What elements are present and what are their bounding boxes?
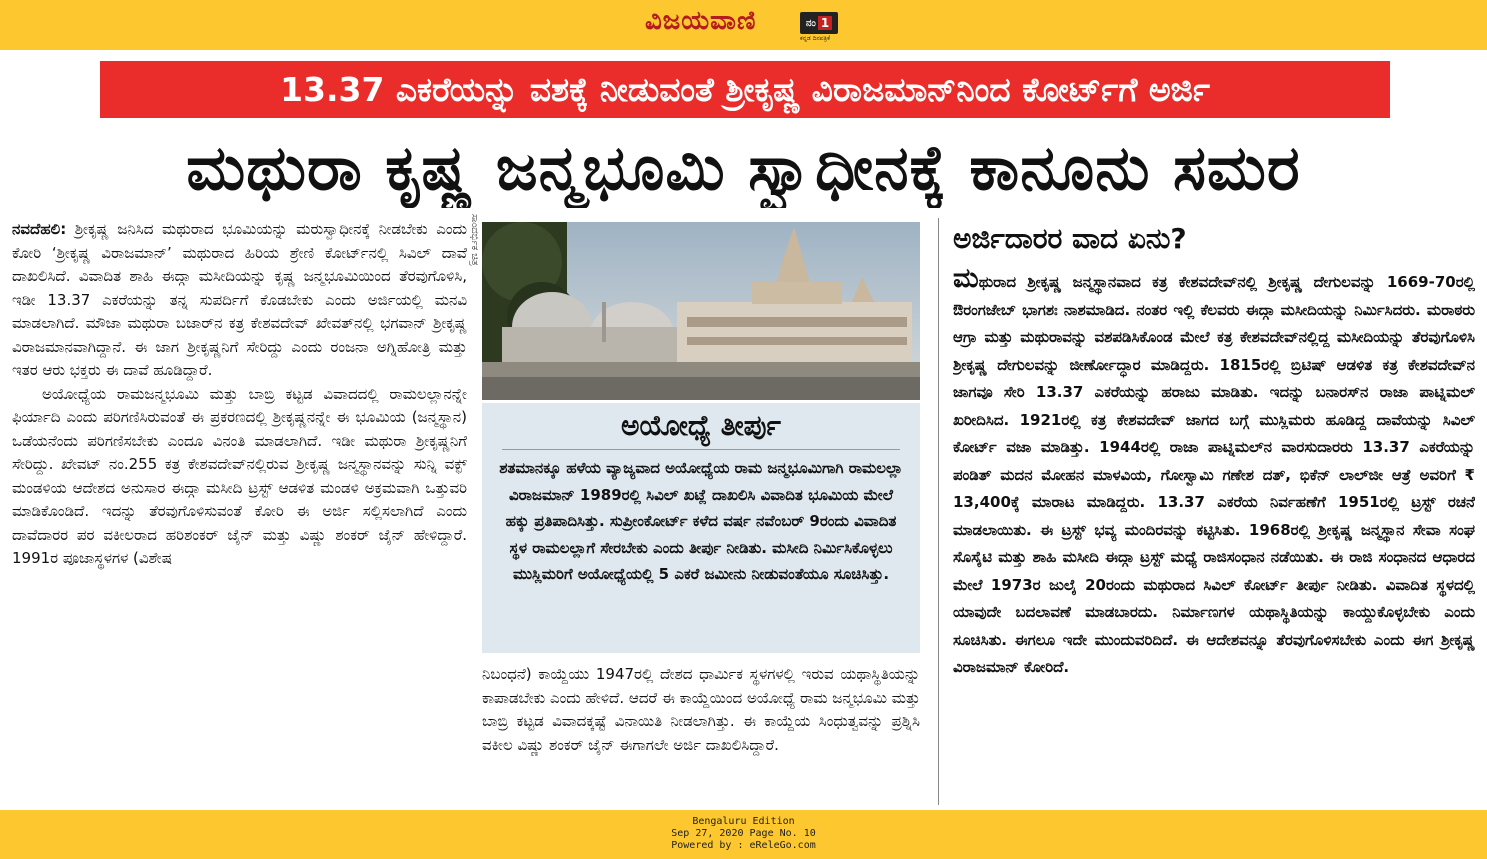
drop-cap: ಮ [953, 265, 979, 294]
footer-date: Sep 27, 2020 Page No. 10 [671, 828, 816, 839]
column-divider [938, 218, 939, 805]
temple-photo-illustration [482, 222, 920, 400]
badge-number: 1 [818, 16, 832, 30]
dateline: ನವದೆಹಲಿ: [12, 220, 67, 238]
sidebar-paragraph [953, 265, 1475, 682]
main-headline: ಮಥುರಾ ಕೃಷ್ಣ ಜನ್ಮಭೂಮಿ ಸ್ವಾಧೀನಕ್ಕೆ ಕಾನೂನು ಸಮರ [186, 131, 1301, 204]
sidebar-title: ಅರ್ಜಿದಾರರ ವಾದ ಏನು? [953, 222, 1187, 255]
ayodhya-verdict-box [482, 403, 920, 653]
badge-prefix: ನಂ [805, 17, 816, 29]
masthead-bar [0, 0, 1487, 50]
box-divider [502, 449, 900, 450]
sidebar-text: ಥುರಾದ ಶ್ರೀಕೃಷ್ಣ ಜನ್ಮಸ್ಥಾನವಾದ ಕತ್ರ ಕೇಶವದೇವ್‌ನಲ್ಲಿ ಶ್ರೀಕೃಷ್ಣ ದೇಗುಲವನ್ನು 1669-70ರಲ್ಲಿ ಔರಂಗಜೇಬ್ ಭಾಗಶಃ ನಾಶಮಾಡಿದ. ನಂತರ ಇಲ್ಲಿ ಕೆಲವರು ಈದ್ಗಾ ಮಸೀದಿಯನ್ನು ನಿರ್ಮಿಸಿದರು. ಮರಾಠರು ಆಗ್ರಾ ಮತ್ತು ಮಥುರಾವನ್ನು ವಶಪಡಿಸಿಕೊಂಡ ಮೇಲೆ ಕತ್ರ ಕೇಶವದೇವ್‌ನಲ್ಲಿದ್ದ ಮಸೀದಿಯನ್ನು ತೆರವುಗೊಳಿಸಿ ಶ್ರೀಕೃಷ್ಣ ದೇಗುಲವನ್ನು ಜೀರ್ಣೋದ್ಧಾರ ಮಾಡಿದ್ದರು. 1815ರಲ್ಲಿ ಬ್ರಿಟಿಷ್ ಆಡಳಿತ ಕತ್ರ ಕೇಶವದೇವ್‌ನ ಜಾಗವೂ ಸೇರಿ 13.37 ಎಕರೆಯನ್ನು ಹರಾಜು ಮಾಡಿತು. ಇದನ್ನು ಬನಾರಸ್‌ನ ರಾಜಾ ಪಾಟ್ನಿಮಲ್ ಖರೀದಿಸಿದ. 1921ರಲ್ಲಿ ಕತ್ರ ಕೇಶವದೇವ್ ಜಾಗದ ಬಗ್ಗೆ ಮುಸ್ಲಿಮರು ಹೂಡಿದ್ದ ದಾವೆಯನ್ನು ಸಿವಿಲ್ ಕೋರ್ಟ್ ವಜಾ ಮಾಡಿತ್ತು. 1944ರಲ್ಲಿ ರಾಜಾ ಪಾಟ್ನಿಮಲ್‌ನ ವಾರಸುದಾರರು 13.37 ಎಕರೆಯನ್ನು ಪಂಡಿತ್ ಮದನ ಮೋಹನ ಮಾಳವಿಯ, ಗೋಸ್ವಾಮಿ ಗಣೇಶ ದತ್, ಭಿಕೆನ್ ಲಾಲ್‌ಜೀ ಆತ್ರೆ ಅವರಿಗೆ ₹ 13,400ಕ್ಕೆ ಮಾರಾಟ ಮಾಡಿದ್ದರು. 13.37 ಎಕರೆಯ ನಿರ್ವಹಣೆಗೆ 1951ರಲ್ಲಿ ಟ್ರಸ್ಟ್ ರಚನೆ ಮಾಡಲಾಯಿತು. ಈ ಟ್ರಸ್ಟ್ ಭವ್ಯ ಮಂದಿರವನ್ನು ಕಟ್ಟಿಸಿತು. 1968ರಲ್ಲಿ ಶ್ರೀಕೃಷ್ಣ ಜನ್ಮಸ್ಥಾನ ಸೇವಾ ಸಂಘ ಸೊಸೈಟಿ ಮತ್ತು ಶಾಹಿ ಮಸೀದಿ ಈದ್ಗಾ ಟ್ರಸ್ಟ್ ಮಧ್ಯೆ ರಾಜಿಸಂಧಾನ ನಡೆಯಿತು. ಈ ರಾಜಿ ಸಂಧಾನದ ಆಧಾರದ ಮೇಲೆ 1973ರ ಜುಲೈ 20ರಂದು ಮಥುರಾದ ಸಿವಿಲ್ ಕೋರ್ಟ್ ತೀರ್ಪು ನೀಡಿತು. ವಿವಾದಿತ ಸ್ಥಳದಲ್ಲಿ ಯಾವುದೇ ಬದಲಾವಣೆ ಮಾಡಬಾರದು. ನಿರ್ಮಾಣಗಳ ಯಥಾಸ್ಥಿತಿಯನ್ನು ಕಾಯ್ದುಕೊಳ್ಳಬೇಕು ಎಂದು ಸೂಚಿಸಿತು. ಈಗಲೂ ಇದೇ ಮುಂದುವರಿದಿದೆ. ಈ ಆದೇಶವನ್ನೂ ತೆರವುಗೊಳಿಸಬೇಕು ಎಂದು ಈಗ ಶ್ರೀಕೃಷ್ಣ ವಿರಾಜಮಾನ್ ಕೋರಿದೆ. [953, 273, 1475, 676]
box-title: ಅಯೋಧ್ಯೆ ತೀರ್ಪು [621, 409, 781, 442]
article-column-left [12, 218, 467, 805]
newspaper-logo: ವಿಜಯವಾಣಿ [645, 6, 757, 36]
footer-powered-by: Powered by : eReleGo.com [671, 840, 816, 851]
footer-edition: Bengaluru Edition [692, 816, 795, 827]
photo-credit: ಸಾಂದರ್ಭಿಕ ಚಿತ್ರ [469, 214, 480, 266]
article-paragraph-1 [12, 218, 467, 383]
paragraph-1-text: ಶ್ರೀಕೃಷ್ಣ ಜನಿಸಿದ ಮಥುರಾದ ಭೂಮಿಯನ್ನು ಮರುಸ್ವಾಧೀನಕ್ಕೆ ನೀಡಬೇಕು ಎಂದು ಕೋರಿ ‘ಶ್ರೀಕೃಷ್ಣ ವಿರಾಜಮಾನ್’ ಮಥುರಾದ ಹಿರಿಯ ಶ್ರೇಣಿ ಕೋರ್ಟ್‌ನಲ್ಲಿ ಸಿವಿಲ್ ದಾವೆ ದಾಖಲಿಸಿದೆ. ವಿವಾದಿತ ಶಾಹಿ ಈದ್ಗಾ ಮಸೀದಿಯನ್ನು ಕೃಷ್ಣ ಜನ್ಮಭೂಮಿಯಿಂದ ತೆರವುಗೊಳಿಸಿ, ಇಡೀ 13.37 ಎಕರೆಯನ್ನು ತನ್ನ ಸುಪರ್ದಿಗೆ ಕೊಡಬೇಕು ಎಂದು ಅರ್ಜಿಯಲ್ಲಿ ಮನವಿ ಮಾಡಲಾಗಿದೆ. ಮೌಜಾ ಮಥುರಾ ಬಜಾರ್‌ನ ಕತ್ರ ಕೇಶವದೇವ್ ಖೇವತ್‌ನಲ್ಲಿ ಭಗವಾನ್ ಶ್ರೀಕೃಷ್ಣ ವಿರಾಜಮಾನವಾಗಿದ್ದಾನೆ. ಈ ಜಾಗ ಶ್ರೀಕೃಷ್ಣನಿಗೆ ಸೇರಿದ್ದು ಎಂದು ರಂಜನಾ ಅಗ್ನಿಹೋತ್ರಿ ಮತ್ತು ಇತರ ಆರು ಭಕ್ತರು ಈ ದಾವೆ ಹೂಡಿದ್ದಾರೆ. [12, 220, 467, 379]
article-paragraph-2: ಅಯೋಧ್ಯೆಯ ರಾಮಜನ್ಮಭೂಮಿ ಮತ್ತು ಬಾಬ್ರಿ ಕಟ್ಟಡ ವಿವಾದದಲ್ಲಿ ರಾಮಲಲ್ಲಾನನ್ನೇ ಫಿರ್ಯಾದಿ ಎಂದು ಪರಿಗಣಿಸಿರುವಂತೆ ಈ ಪ್ರಕರಣದಲ್ಲಿ ಶ್ರೀಕೃಷ್ಣನನ್ನೇ ಈ ಭೂಮಿಯ (ಜನ್ಮಸ್ಥಾನ) ಒಡೆಯನೆಂದು ಪರಿಗಣಿಸಬೇಕು ಎಂದೂ ವಿನಂತಿ ಮಾಡಲಾಗಿದೆ. ಇಡೀ ಮಥುರಾ ಶ್ರೀಕೃಷ್ಣನಿಗೆ ಸೇರಿದ್ದು. ಖೇವಟ್ ನಂ.255 ಕತ್ರ ಕೇಶವದೇವ್‌ನಲ್ಲಿರುವ ಶ್ರೀಕೃಷ್ಣ ಜನ್ಮಸ್ಥಾನವನ್ನು ಸುನ್ನಿ ವಕ್ಫ್ ಮಂಡಳಿಯ ಆದೇಶದ ಅನುಸಾರ ಈದ್ಗಾ ಮಸೀದಿ ಟ್ರಸ್ಟ್ ಆಡಳಿತ ಮಂಡಳಿ ಅಕ್ರಮವಾಗಿ ಒತ್ತುವರಿ ಮಾಡಿಕೊಂಡಿದೆ. ಇದನ್ನು ತೆರವುಗೊಳಿಸುವಂತೆ ಕೋರಿ ಈ ಅರ್ಜಿ ಸಲ್ಲಿಸಲಾಗಿದೆ ಎಂದು ದಾವೆದಾರರ ಪರ ವಕೀಲರಾದ ಹರಿಶಂಕರ್ ಜೈನ್ ಮತ್ತು ವಿಷ್ಣು ಶಂಕರ್ ಜೈನ್ ಹೇಳಿದ್ದಾರೆ. 1991ರ ಪೂಜಾಸ್ಥಳಗಳ (ವಿಶೇಷ [12, 384, 467, 567]
badge-subtitle: ಕನ್ನಡ ದಿನಪತ್ರಿಕೆ [800, 35, 831, 42]
footer-bar [0, 810, 1487, 859]
temple-photo [482, 222, 920, 400]
sidebar-column [953, 265, 1475, 805]
article-column-middle [482, 663, 920, 805]
number-one-badge [800, 12, 838, 34]
kicker-strap: 13.37 ಎಕರೆಯನ್ನು ವಶಕ್ಕೆ ನೀಡುವಂತೆ ಶ್ರೀಕೃಷ್ಣ ವಿರಾಜಮಾನ್‌ನಿಂದ ಕೋರ್ಟ್‌ಗೆ ಅರ್ಜಿ [100, 61, 1390, 118]
article-paragraph-3: ನಿಬಂಧನೆ) ಕಾಯ್ದೆಯು 1947ರಲ್ಲಿ ದೇಶದ ಧಾರ್ಮಿಕ ಸ್ಥಳಗಳಲ್ಲಿ ಇರುವ ಯಥಾಸ್ಥಿತಿಯನ್ನು ಕಾಪಾಡಬೇಕು ಎಂದು ಹೇಳಿದೆ. ಆದರೆ ಈ ಕಾಯ್ದೆಯಿಂದ ಅಯೋಧ್ಯೆ ರಾಮ ಜನ್ಮಭೂಮಿ ಮತ್ತು ಬಾಬ್ರಿ ಕಟ್ಟಡ ವಿವಾದಕ್ಕಷ್ಟೆ ವಿನಾಯಿತಿ ನೀಡಲಾಗಿತ್ತು. ಈ ಕಾಯ್ದೆಯ ಸಿಂಧುತ್ವವನ್ನು ಪ್ರಶ್ನಿಸಿ ವಕೀಲ ವಿಷ್ಣು ಶಂಕರ್ ಜೈನ್ ಈಗಾಗಲೇ ಅರ್ಜಿ ದಾಖಲಿಸಿದ್ದಾರೆ. [482, 665, 920, 754]
box-text: ಶತಮಾನಕ್ಕೂ ಹಳೆಯ ವ್ಯಾಜ್ಯವಾದ ಅಯೋಧ್ಯೆಯ ರಾಮ ಜನ್ಮಭೂಮಿಗಾಗಿ ರಾಮಲಲ್ಲಾ ವಿರಾಜಮಾನ್ 1989ರಲ್ಲಿ ಸಿವಿಲ್ ಖಟ್ಲೆ ದಾಖಲಿಸಿ ವಿವಾದಿತ ಭೂಮಿಯ ಮೇಲೆ ಹಕ್ಕು ಪ್ರತಿಪಾದಿಸಿತ್ತು. ಸುಪ್ರೀಂಕೋರ್ಟ್ ಕಳೆದ ವರ್ಷ ನವೆಂಬರ್ 9ರಂದು ವಿವಾದಿತ ಸ್ಥಳ ರಾಮಲಲ್ಲಾಗೆ ಸೇರಬೇಕು ಎಂದು ತೀರ್ಪು ನೀಡಿತು. ಮಸೀದಿ ನಿರ್ಮಿಸಿಕೊಳ್ಳಲು ಮುಸ್ಲಿಮರಿಗೆ ಅಯೋಧ್ಯೆಯಲ್ಲಿ 5 ಎಕರೆ ಜಮೀನು ನೀಡುವಂತೆಯೂ ಸೂಚಿಸಿತ್ತು. [499, 459, 903, 583]
